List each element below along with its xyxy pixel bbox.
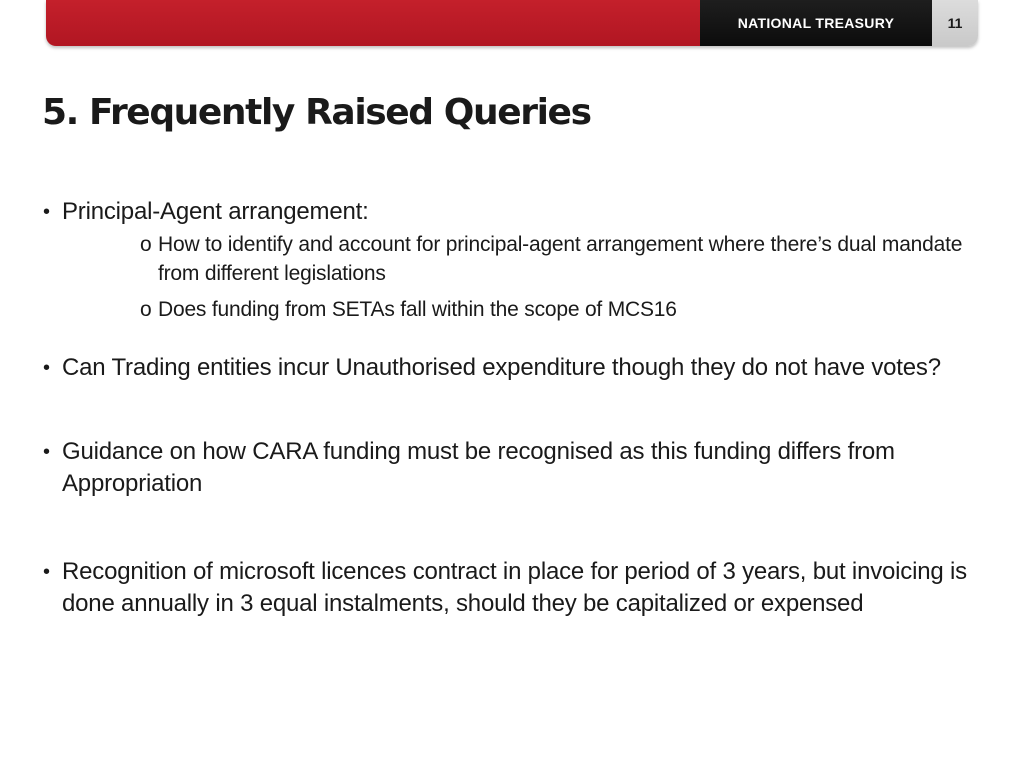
- banner-red-bar: [46, 0, 700, 46]
- banner-brand-panel: [700, 0, 932, 46]
- bullet-item: [40, 196, 990, 324]
- header-banner: [46, 0, 978, 46]
- bullet-item: [40, 436, 990, 500]
- bullet-text: Guidance on how CARA funding must be recognised as this funding differs from Appropriation: [62, 438, 895, 497]
- sub-bullet-item: o Does funding from SETAs fall within the scope of MCS16: [140, 295, 998, 324]
- bullet-text: Can Trading entities incur Unauthorised expenditure though they do not have votes?: [62, 354, 941, 381]
- bullet-text: Principal-Agent arrangement:: [62, 198, 369, 225]
- slide-number-panel: [932, 0, 978, 46]
- slide-number: 11: [947, 15, 963, 31]
- bullet-list: [40, 196, 990, 620]
- sub-bullet-list: [62, 230, 990, 324]
- slide-title: 5. Frequently Raised Queries: [42, 92, 591, 133]
- brand-name: NATIONAL TREASURY: [737, 15, 895, 31]
- bullet-text: Recognition of microsoft licences contract in place for period of 3 years, but invoicing is done annually in 3 equal instalments, should they be capitalized or expensed: [62, 558, 967, 617]
- bullet-item: [40, 556, 990, 620]
- sub-bullet-item: o How to identify and account for principal-agent arrangement where there’s dual mandate from different legislations: [140, 230, 998, 288]
- bullet-item: [40, 352, 990, 384]
